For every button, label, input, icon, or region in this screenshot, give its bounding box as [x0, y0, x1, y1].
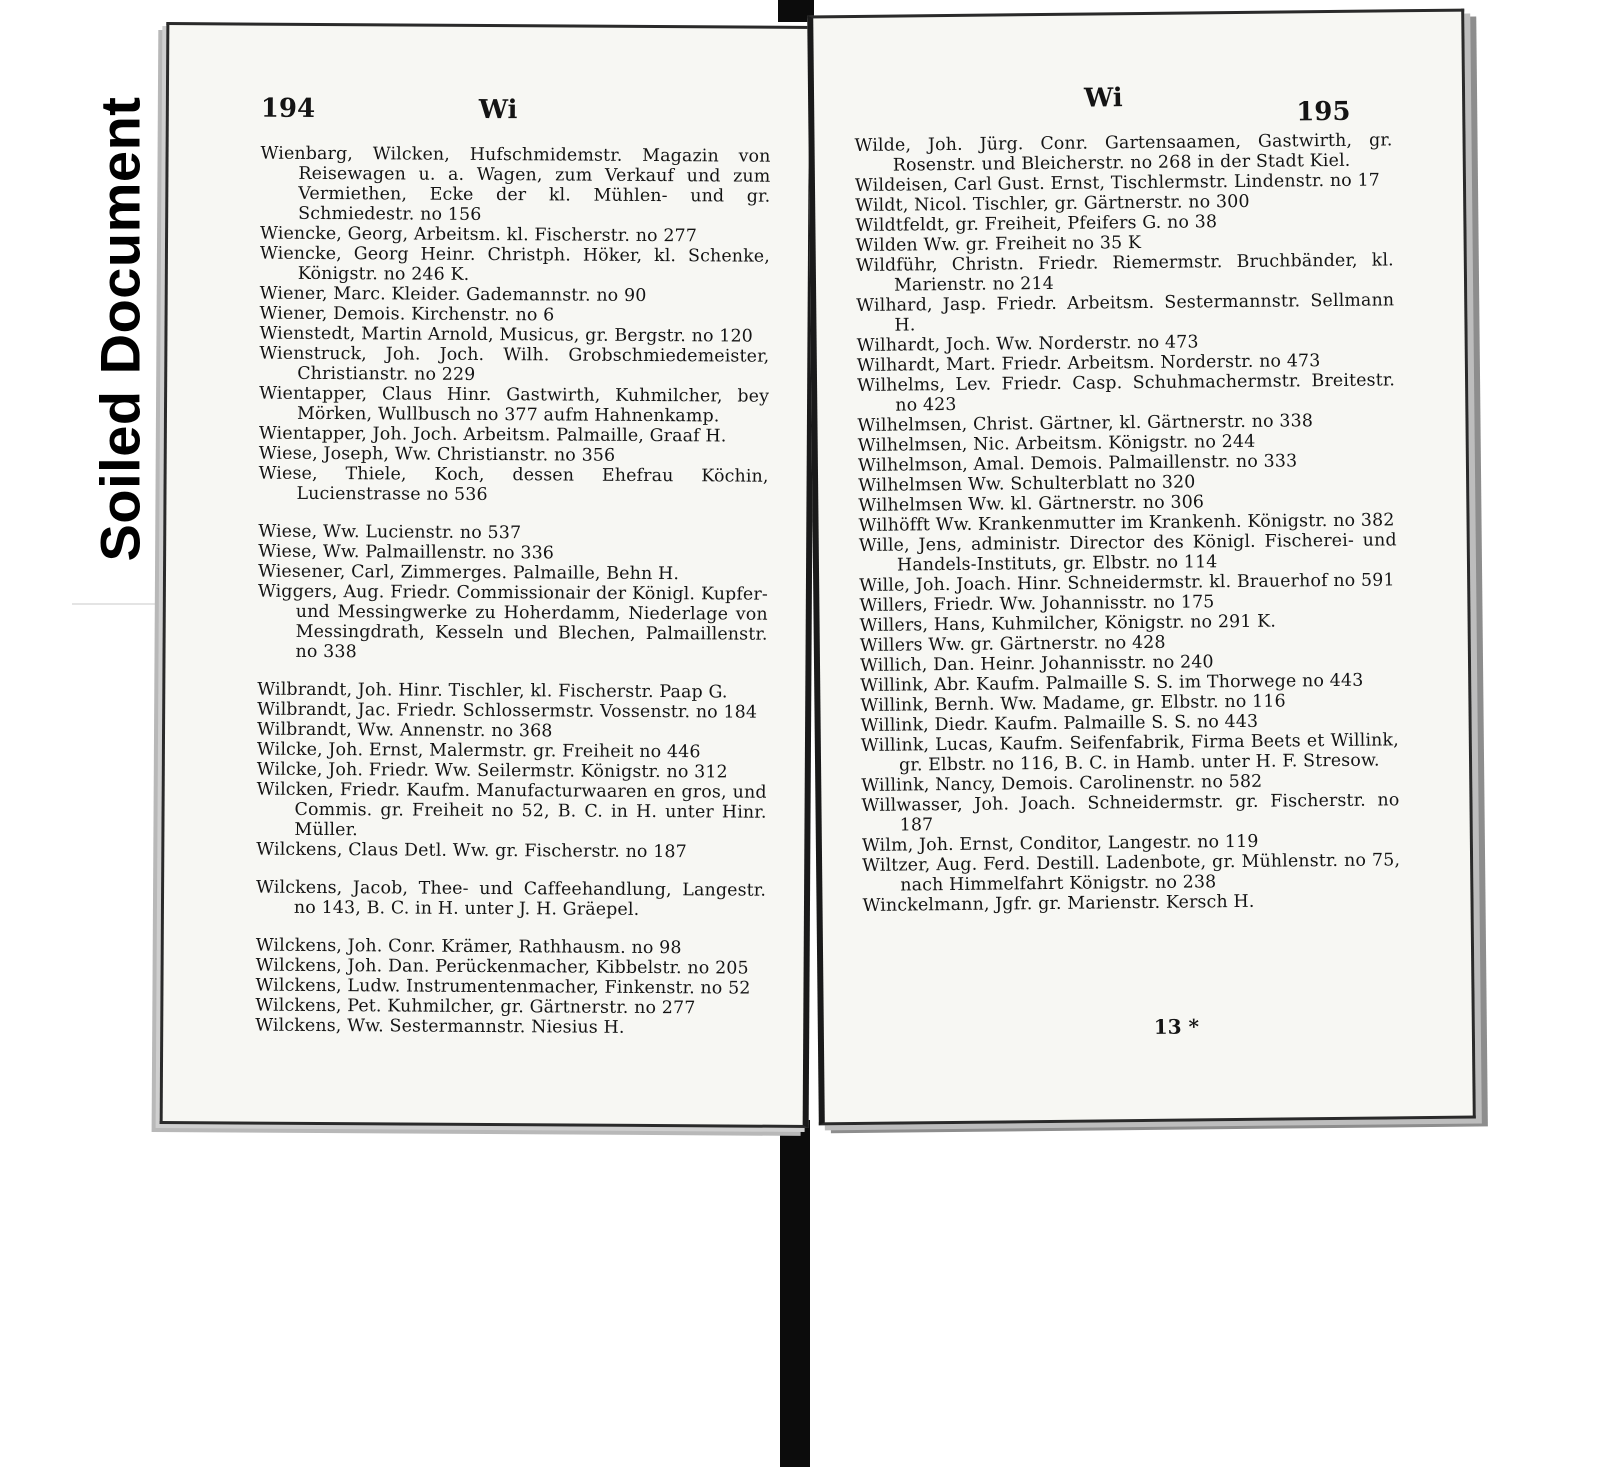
directory-entry: Wientapper, Claus Hinr. Gastwirth, Kuhmilcher, bey Mörken, Wullbusch no 377 aufm Hahnenkamp. — [259, 383, 770, 427]
signature-mark: 13 * — [1153, 1014, 1200, 1039]
directory-entry: Wilckens, Joh. Dan. Perückenmacher, Kibbelstr. no 205 — [255, 955, 749, 979]
directory-entry: Wientapper, Joh. Joch. Arbeitsm. Palmaille, Graaf H. — [258, 423, 727, 447]
page-number-right: 195 — [1296, 96, 1351, 128]
page-number-left: 194 — [260, 93, 316, 124]
directory-entry: Wilhelmsen Ww. Schulterblatt no 320 — [858, 472, 1196, 496]
directory-entry: Wildtfeldt, gr. Freiheit, Pfeifers G. no 38 — [855, 212, 1218, 236]
directory-entry: Wiese, Ww. Lucienstr. no 537 — [258, 521, 522, 544]
directory-entry: Wiese, Joseph, Ww. Christianstr. no 356 — [258, 443, 616, 466]
directory-entry: Wilhardt, Joch. Ww. Norderstr. no 473 — [856, 332, 1199, 356]
directory-entry: Wilbrandt, Joh. Hinr. Tischler, kl. Fischerstr. Paap G. — [257, 679, 728, 703]
running-head-right: Wi — [1083, 83, 1123, 114]
spine-binding-bottom — [780, 1120, 810, 1467]
directory-entry: Wilhelmson, Amal. Demois. Palmaillenstr. no 333 — [857, 451, 1298, 476]
directory-entry: Wilhelms, Lev. Friedr. Casp. Schuhmachermstr. Breitestr. no 423 — [856, 370, 1396, 416]
directory-entry: Wilbrandt, Ww. Annenstr. no 368 — [256, 719, 553, 742]
directory-entry: Wilckens, Ww. Sestermannstr. Niesius H. — [255, 1015, 625, 1038]
directory-entry: Wienstedt, Martin Arnold, Musicus, gr. Bergstr. no 120 — [259, 323, 753, 347]
directory-entry: Wilhardt, Mart. Friedr. Arbeitsm. Norderstr. no 473 — [856, 351, 1321, 376]
directory-entry: Wilcken, Friedr. Kaufm. Manufacturwaaren en gros, und Commis. gr. Freiheit no 52, B. C. in H. unter Hinr. Müller. — [256, 779, 767, 841]
directory-entry: Wilckens, Pet. Kuhmilcher, gr. Gärtnerstr. no 277 — [255, 995, 696, 1019]
directory-entry: Willink, Bernh. Ww. Madame, gr. Elbstr. no 116 — [860, 691, 1286, 716]
directory-entries-right — [854, 130, 1400, 916]
directory-entry: Wilcke, Joh. Friedr. Ww. Seilermstr. Königstr. no 312 — [256, 759, 728, 783]
directory-entry: Winckelmann, Jgfr. gr. Marienstr. Kersch H. — [862, 891, 1255, 916]
directory-entry: Willers, Friedr. Ww. Johannisstr. no 175 — [859, 592, 1215, 616]
directory-entry: Wienbarg, Wilcken, Hufschmidemstr. Magazin von Reisewagen u. a. Wagen, zum Verkauf und zum Vermiethen, Ecke der kl. Mühlen- und gr. Schmiedestr. no 156 — [260, 143, 771, 225]
directory-entry: Wilhelmsen, Nic. Arbeitsm. Königstr. no 244 — [857, 431, 1256, 456]
directory-entry: Wilde, Joh. Jürg. Conr. Gartensaamen, Gastwirth, gr. Rosenstr. und Bleicherstr. no 268 in der Stadt Kiel. — [854, 130, 1393, 176]
directory-entry: Wille, Jens, administr. Director des Königl. Fischerei- und Handels-Instituts, gr. Elbstr. no 114 — [858, 530, 1397, 576]
directory-entry: Wilhelmsen Ww. kl. Gärtnerstr. no 306 — [858, 492, 1205, 516]
directory-entry: Wiencke, Georg Heinr. Christph. Höker, kl. Schenke, Königstr. no 246 K. — [259, 243, 771, 285]
directory-entry: Willwasser, Joh. Joach. Schneidermstr. gr. Fischerstr. no 187 — [861, 790, 1400, 836]
directory-entries-left — [255, 144, 770, 1039]
right-page — [807, 9, 1476, 1126]
directory-entry: Wilcke, Joh. Ernst, Malermstr. gr. Freiheit no 446 — [256, 739, 701, 763]
directory-entry: Wienstruck, Joh. Joch. Wilh. Grobschmiedemeister, Christianstr. no 229 — [259, 343, 770, 385]
directory-entry: Wilm, Joh. Ernst, Conditor, Langestr. no 119 — [861, 831, 1259, 856]
directory-entry: Willink, Abr. Kaufm. Palmaille S. S. im Thorwege no 443 — [860, 670, 1364, 696]
left-page — [160, 22, 816, 1128]
directory-entry: Wildführ, Christn. Friedr. Riemermstr. Bruchbänder, kl. Marienstr. no 214 — [855, 250, 1394, 296]
directory-entry: Wille, Joh. Joach. Hinr. Schneidermstr. kl. Brauerhof no 591 — [859, 570, 1395, 596]
directory-entry: Wilckens, Ludw. Instrumentenmacher, Finkenstr. no 52 — [255, 975, 751, 999]
directory-entry: Wiese, Thiele, Koch, dessen Ehefrau Köchin, Lucienstrasse no 536 — [258, 463, 769, 505]
directory-entry: Wilckens, Joh. Conr. Krämer, Rathhausm. no 98 — [255, 935, 682, 959]
directory-entry: Wiener, Demois. Kirchenstr. no 6 — [259, 303, 555, 326]
directory-entry: Wiese, Ww. Palmaillenstr. no 336 — [258, 541, 555, 564]
directory-entry: Wildt, Nicol. Tischler, gr. Gärtnerstr. no 300 — [855, 191, 1250, 216]
directory-entry: Willers, Hans, Kuhmilcher, Königstr. no 291 K. — [859, 611, 1277, 636]
directory-entry: Willich, Dan. Heinr. Johannisstr. no 240 — [859, 652, 1214, 676]
directory-entry: Wiesener, Carl, Zimmerges. Palmaille, Behn H. — [257, 561, 680, 585]
directory-entry: Willink, Lucas, Kaufm. Seifenfabrik, Firma Beets et Willink, gr. Elbstr. no 116, B. C. in Hamb. unter H. F. Stresow. — [860, 730, 1399, 776]
directory-entry: Willers Ww. gr. Gärtnerstr. no 428 — [859, 632, 1166, 656]
directory-entry: Wilhelmsen, Christ. Gärtner, kl. Gärtnerstr. no 338 — [857, 411, 1314, 436]
directory-entry: Wiltzer, Aug. Ferd. Destill. Ladenbote, gr. Mühlenstr. no 75, nach Himmelfahrt Königstr. no 238 — [862, 850, 1401, 896]
directory-entry: Wilhöfft Ww. Krankenmutter im Krankenh. Königstr. no 382 — [858, 510, 1395, 536]
directory-entry: Wiener, Marc. Kleider. Gademannstr. no 90 — [259, 283, 647, 306]
directory-entry: Wiencke, Georg, Arbeitsm. kl. Fischerstr. no 277 — [260, 223, 698, 247]
directory-entry: Willink, Nancy, Demois. Carolinenstr. no 582 — [861, 771, 1263, 796]
directory-entry: Willink, Diedr. Kaufm. Palmaille S. S. no 443 — [860, 711, 1259, 736]
directory-entry: Wildeisen, Carl Gust. Ernst, Tischlermstr. Lindenstr. no 17 — [854, 170, 1381, 196]
directory-entry: Wilhard, Jasp. Friedr. Arbeitsm. Sestermannstr. Sellmann H. — [856, 290, 1395, 336]
directory-entry: Wilden Ww. gr. Freiheit no 35 K — [855, 232, 1142, 256]
directory-entry: Wiggers, Aug. Friedr. Commissionair der Königl. Kupfer- und Messingwerke zu Hoherdamm, Niederlage von Messingdrath, Kesseln und Blechen, Palmaillenstr. no 338 — [257, 581, 768, 663]
condition-label-text: Soiled Document — [88, 96, 152, 562]
directory-entry: Wilckens, Jacob, Thee- und Caffeehandlung, Langestr. no 143, B. C. in H. unter J. H. Gräepel. — [256, 877, 767, 920]
running-head-left: Wi — [478, 94, 518, 126]
directory-entry: Wilbrandt, Jac. Friedr. Schlossermstr. Vossenstr. no 184 — [257, 699, 758, 723]
directory-entry: Wilckens, Claus Detl. Ww. gr. Fischerstr. no 187 — [256, 839, 687, 863]
